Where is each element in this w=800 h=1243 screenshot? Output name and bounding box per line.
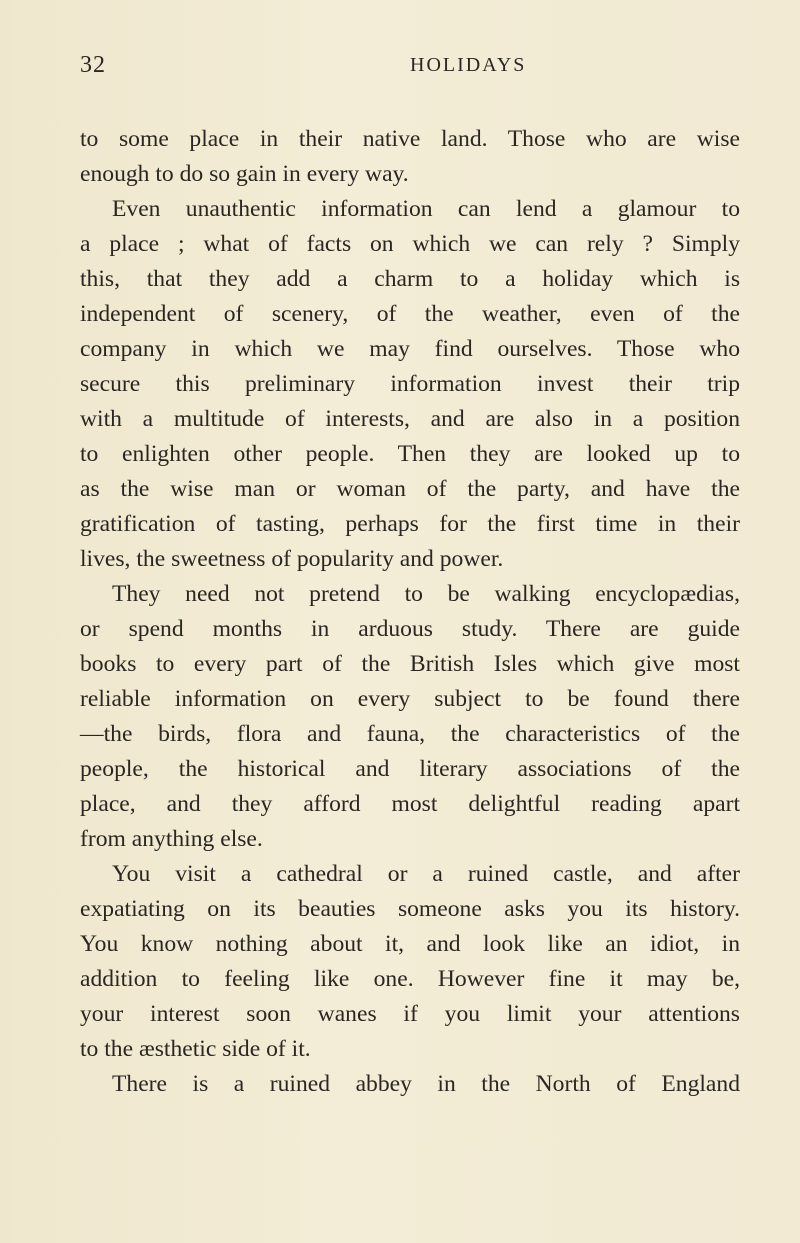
text-line: They need not pretend to be walking encyclopædias, — [112, 581, 740, 607]
text-line: Even unauthentic information can lend a glamour to — [112, 196, 740, 222]
text-line: to some place in their native land. Those who are wise — [80, 126, 740, 152]
body-text — [80, 122, 740, 1102]
running-head: HOLIDAYS — [410, 54, 527, 76]
page-header — [80, 52, 740, 88]
text-line: books to every part of the British Isles which give most — [80, 651, 740, 677]
text-line: your interest soon wanes if you limit your attentions — [80, 1001, 740, 1027]
text-line: to enlighten other people. Then they are looked up to — [80, 441, 740, 467]
text-line: people, the historical and literary associations of the — [80, 756, 740, 782]
text-line: You visit a cathedral or a ruined castle, and after — [112, 861, 740, 887]
text-line: reliable information on every subject to be found there — [80, 686, 740, 712]
text-line: company in which we may find ourselves. Those who — [80, 336, 740, 362]
text-line: this, that they add a charm to a holiday which is — [80, 266, 740, 292]
text-line: as the wise man or woman of the party, and have the — [80, 476, 740, 502]
text-line: There is a ruined abbey in the North of England — [112, 1071, 740, 1097]
text-line: enough to do so gain in every way. — [80, 161, 409, 187]
text-line: You know nothing about it, and look like an idiot, in — [80, 931, 740, 957]
text-line: lives, the sweetness of popularity and power. — [80, 546, 504, 572]
text-line: secure this preliminary information invest their trip — [80, 371, 740, 397]
text-line: a place ; what of facts on which we can rely ? Simply — [80, 231, 740, 257]
text-line: from anything else. — [80, 826, 263, 852]
page-number: 32 — [80, 52, 106, 78]
text-line: expatiating on its beauties someone asks you its history. — [80, 896, 740, 922]
text-line: —the birds, flora and fauna, the characteristics of the — [80, 721, 740, 747]
text-line: gratification of tasting, perhaps for the first time in their — [80, 511, 740, 537]
text-line: with a multitude of interests, and are also in a position — [80, 406, 740, 432]
text-line: or spend months in arduous study. There are guide — [80, 616, 740, 642]
text-line: independent of scenery, of the weather, even of the — [80, 301, 740, 327]
text-line: to the æsthetic side of it. — [80, 1036, 311, 1062]
text-line: addition to feeling like one. However fine it may be, — [80, 966, 740, 992]
text-line: place, and they afford most delightful reading apart — [80, 791, 740, 817]
